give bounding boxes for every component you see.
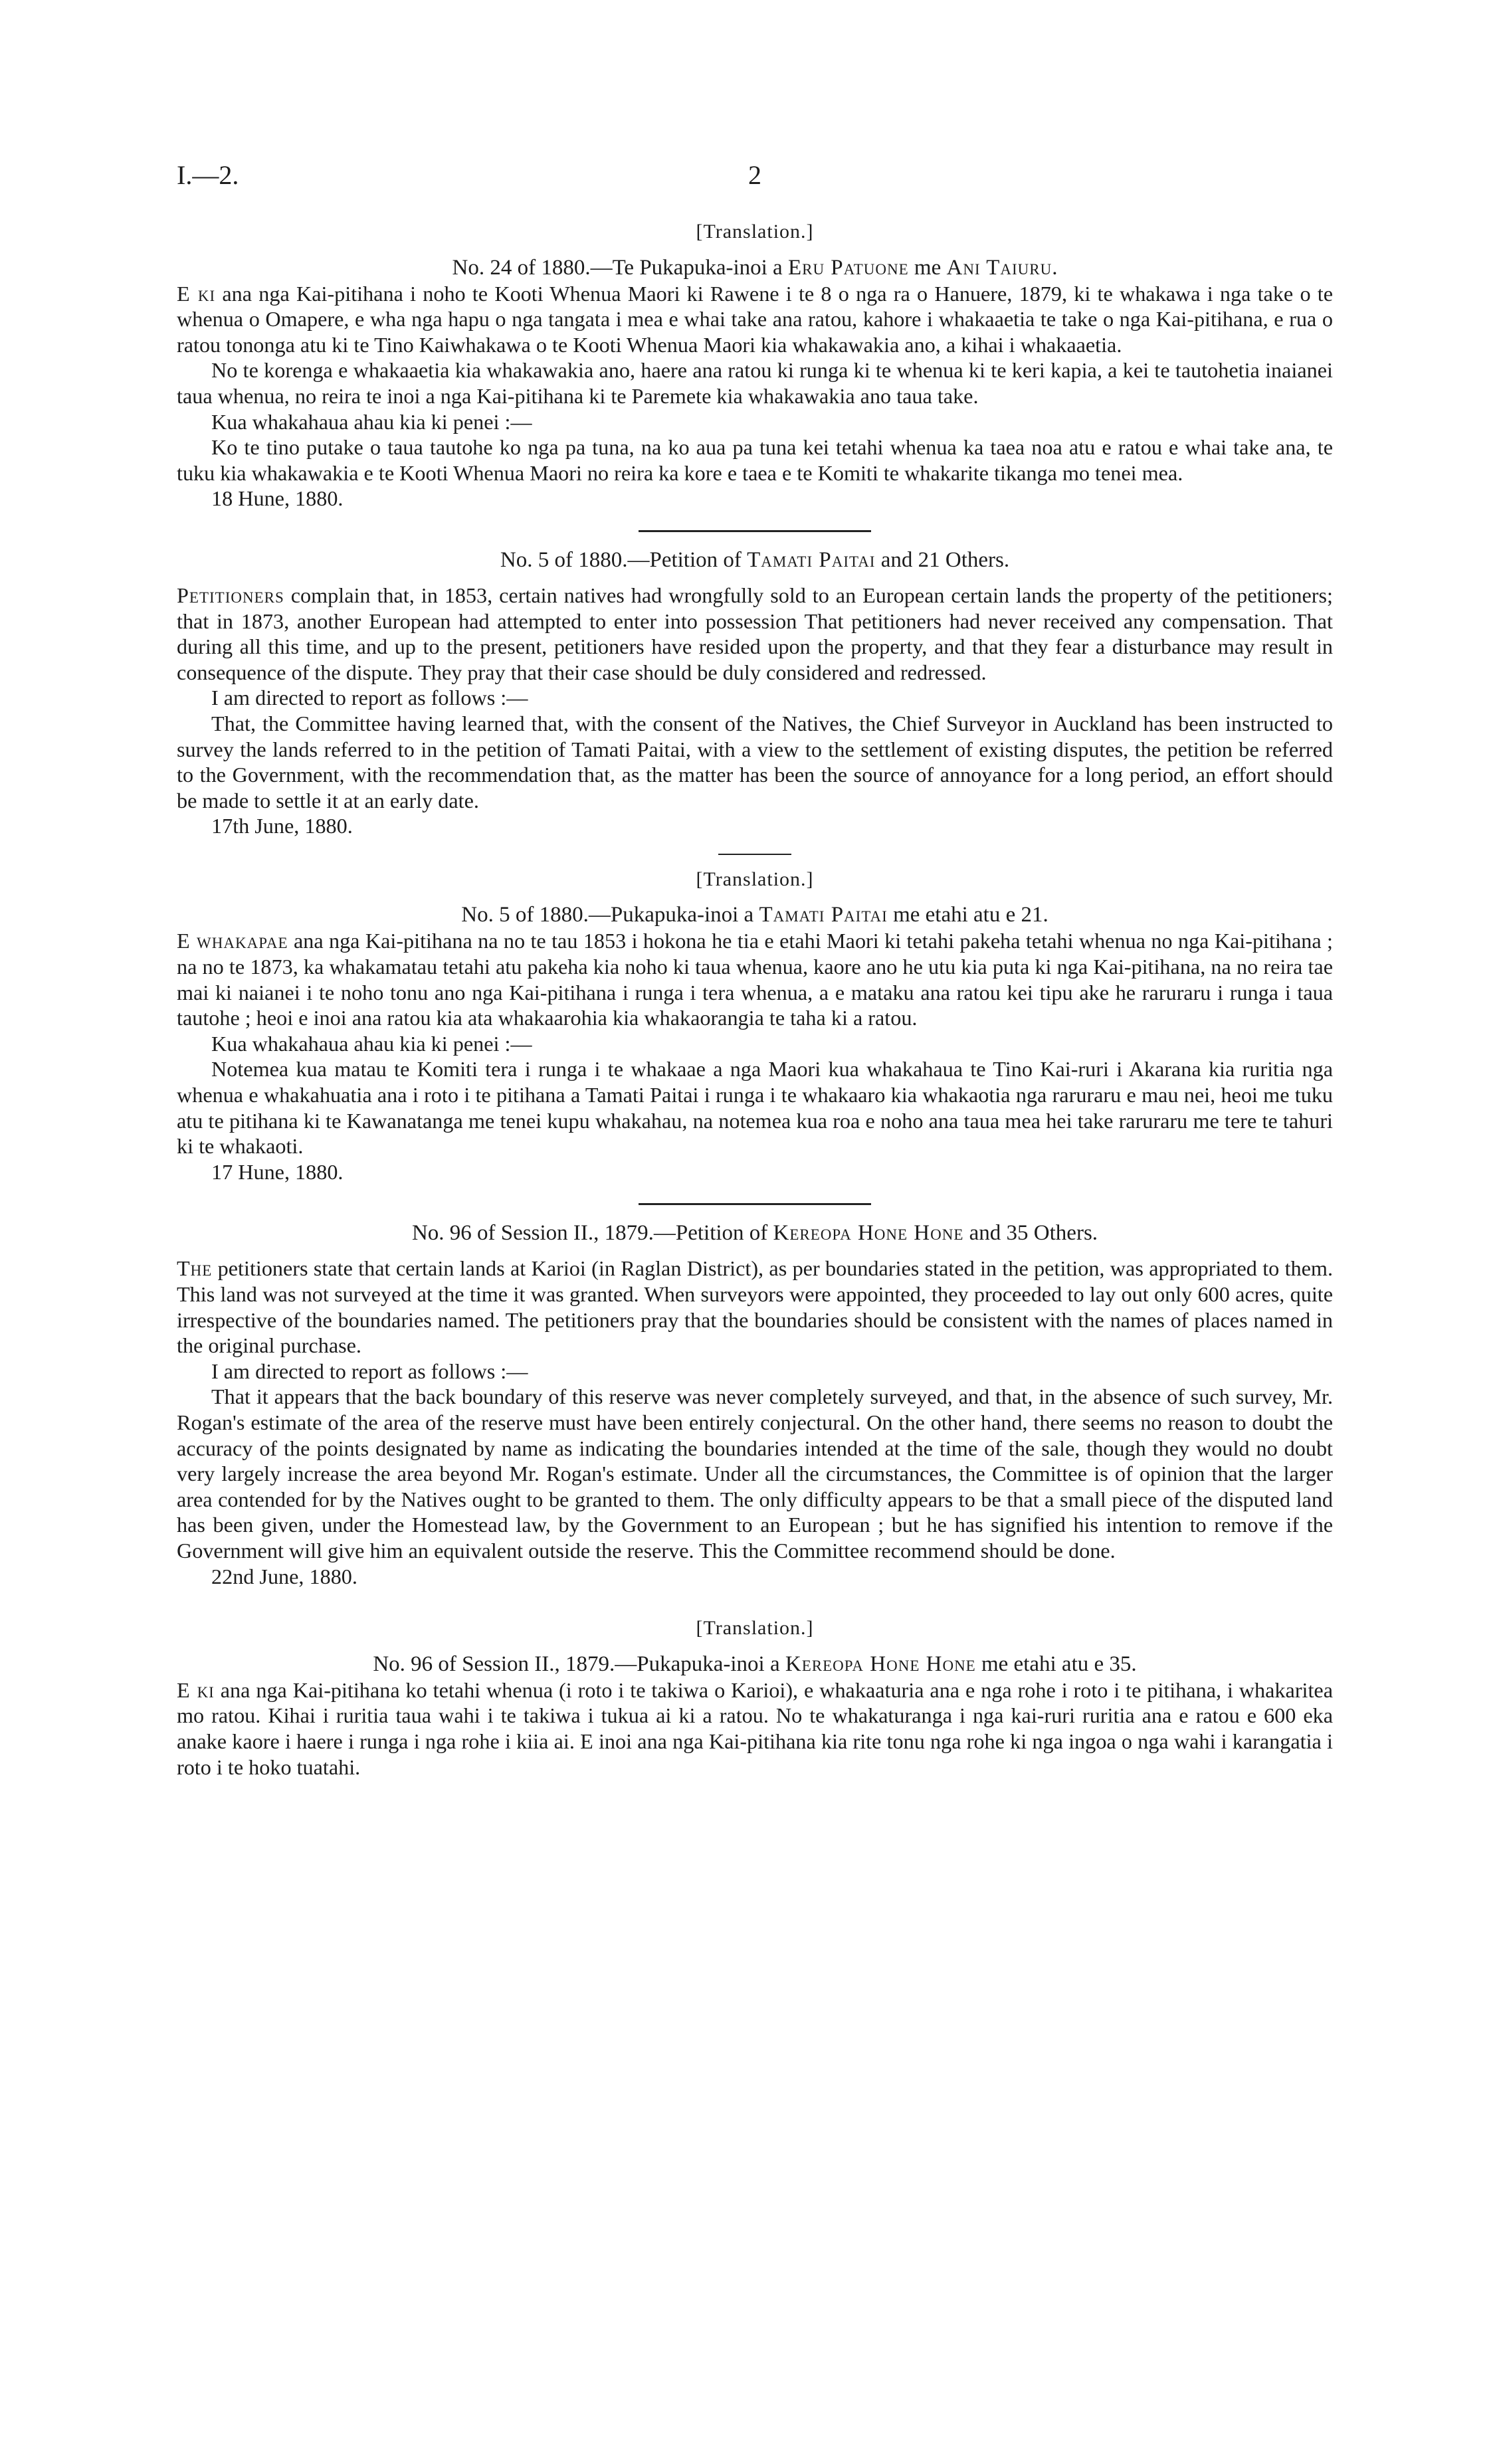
report-date: 17 Hune, 1880.: [211, 1159, 344, 1184]
section-translation-petition-96: [177, 1616, 1333, 1780]
petition-summary: E ki ana nga Kai-pitihana ko tetahi whenua (i roto i te takiwa o Karioi), e whakaaturia ana e nga rohe i roto i te pitihana, i whakaritea mo ratou. Kihai i ruritia taua wahi i te takiwa i tukua ai ki a ratou. No te whakaturanga i nga kai-ruri ruritia ana e ratou e 600 eka anake kaore i haere i runga i nga rohe i kiia ai. E inoi ana nga Kai-pitihana kia rite tonu nga rohe ki nga ingoa o nga wahi i karangatia i roto i te hoko tuatahi.: [177, 1677, 1333, 1779]
section-title: No. 96 of Session II., 1879.—Pukapuka-inoi a Kereopa Hone Hone me etahi atu e 35.: [373, 1652, 1137, 1676]
section-divider: [639, 530, 871, 532]
section-divider: [639, 1203, 871, 1205]
report-date: 18 Hune, 1880.: [211, 486, 344, 511]
petition-summary-continued: No te korenga e whakaaetia kia whakawakia ano, haere ana ratou ki runga ki te whenua ki te keri kapia, a kei te tautohetia inaianei taua whenua, no reira te inoi a nga Kai-pitihana ki te Paremete kia whakawakia ano taua take.: [177, 358, 1333, 408]
translation-label: [Translation.]: [696, 868, 814, 890]
page-reference: I.—2.: [177, 160, 239, 190]
report-date: 22nd June, 1880.: [211, 1564, 357, 1588]
report-date: 17th June, 1880.: [211, 814, 353, 838]
section-title: No. 96 of Session II., 1879.—Petition of Kereopa Hone Hone and 35 Others.: [411, 1221, 1098, 1246]
translation-label: [Translation.]: [696, 221, 814, 242]
translation-label: [Translation.]: [696, 1617, 814, 1640]
section-title: No. 24 of 1880.—Te Pukapuka-inoi a Eru Patuone me Ani Taiuru.: [452, 255, 1058, 280]
report-text: Ko te tino putake o taua tautohe ko nga pa tuna, na ko aua pa tuna kei tetahi whenua ka taea noa atu e ratou e whai take ana, te tuku kia whakawakia e te Kooti Whenua Maori no reira ka kore e taea e te Komiti te whakarite tikanga mo tenei mea.: [177, 435, 1333, 485]
report-text: Notemea kua matau te Komiti tera i runga i te whakaae a nga Maori kua whakahaua te Tino Kai-ruri i Akarana kia ruritia nga whenua e whakahuatia ana i roto i te pitihana a Tamati Paitai i runga i te whakaaro kia whakaotia nga raruraru e mau nei, heoi me tuku atu te pitihana ki te Kawanatanga me tenei kupu whakahau, na notemea kua roa e noho ana taua mea hei take raruraru me tere te tahuri ki te whakaoti.: [177, 1057, 1333, 1159]
page-number: 2: [748, 160, 761, 190]
section-title: No. 5 of 1880.—Petition of Tamati Paitai and 21 Others.: [500, 547, 1010, 572]
document-page: [177, 159, 1333, 1780]
report-text: That it appears that the back boundary of this reserve was never completely surveyed, and that, in the absence of such survey, Mr. Rogan's estimate of the area of the reserve must have been entirely conjectural. On the other hand, there seems no reason to doubt the accuracy of the points designated by name as indicating the boundaries intended at the time of the sale, though they would no doubt very largely increase the area beyond Mr. Rogan's estimate. Under all the circumstances, the Committee is of opinion that the larger area contended for by the Natives ought to be granted to them. The only difficulty appears to be that a small piece of the disputed land has been given, under the Homestead law, by the Government to an European ; but he has signified his intention to remove if the Government will give him an equivalent outside the reserve. This the Committee recommend should be done.: [177, 1384, 1333, 1563]
page-header: [177, 159, 1333, 219]
petition-summary: The petitioners state that certain lands at Karioi (in Raglan District), as per boundaries stated in the petition, was appropriated to them. This land was not surveyed at the time it was granted. When surveyors were appointed, they proceeded to lay out only 600 acres, quite irrespective of the boundaries named. The petitioners pray that the boundaries should be consistent with the names of places named in the original purchase.: [177, 1256, 1333, 1358]
section-translation-petition-5: [177, 867, 1333, 1185]
report-intro: Kua whakahaua ahau kia ki penei :—: [211, 409, 532, 434]
petition-summary: E whakapae ana nga Kai-pitihana na no te tau 1853 i hokona he tia e etahi Maori ki tetahi pakeha tetahi whenua no nga Kai-pitihana ; na no te 1873, ka whakamatau tetahi atu pakeha kia noho ki taua whenua, kaore ano he utu kia puta ki nga Kai-pitihana, na no reira tae mai ki naianei i te noho tonu ano nga Kai-pitihana i runga i tera whenua, a e mataku ana ratou kei tipu ake he raruraru i runga i taua tautohe ; heoi e inoi ana ratou kia ata whakaarohia kia whakaorangia te taha ki a ratou.: [177, 929, 1333, 1030]
report-intro: I am directed to report as follows :—: [211, 686, 528, 710]
report-text: That, the Committee having learned that, with the consent of the Natives, the Chief Surveyor in Auckland has been instructed to survey the lands referred to in the petition of Tamati Paitai, with a view to the settlement of existing disputes, the petition be referred to the Government, with the recommendation that, as the matter has been the source of annoyance for a long period, an effort should be made to settle it at an early date.: [177, 711, 1333, 812]
report-intro: Kua whakahaua ahau kia ki penei :—: [211, 1031, 532, 1056]
section-petition-96: [177, 1220, 1333, 1589]
section-petition-5: [177, 547, 1333, 839]
section-translation-petition-24: [177, 219, 1333, 512]
petition-summary: E ki ana nga Kai-pitihana i noho te Kooti Whenua Maori ki Rawene i te 8 o nga ra o Hanuere, 1879, ki te whakawa i nga take o te whenua o Omapere, e wha nga hapu o nga tangata i mea e whai take ana ratou, kahore i whakaaetia te take o nga Kai-pitihana, e rua o ratou tononga atu ki te Tino Kaiwhakawa o te Kooti Whenua Maori kia whakawakia ano, a kihai i whakaaetia.: [177, 281, 1333, 357]
section-title: No. 5 of 1880.—Pukapuka-inoi a Tamati Paitai me etahi atu e 21.: [461, 903, 1049, 927]
report-intro: I am directed to report as follows :—: [211, 1359, 528, 1383]
petition-summary: Petitioners complain that, in 1853, certain natives had wrongfully sold to an European certain lands the property of the petitioners; that in 1873, another European had attempted to enter into possession That petitioners had never received any compensation. That during all this time, and up to the present, petitioners have resided upon the property, and that they fear a disturbance may result in consequence of the dispute. They pray that their case should be duly considered and redressed.: [177, 583, 1333, 684]
translation-divider: [718, 854, 791, 855]
